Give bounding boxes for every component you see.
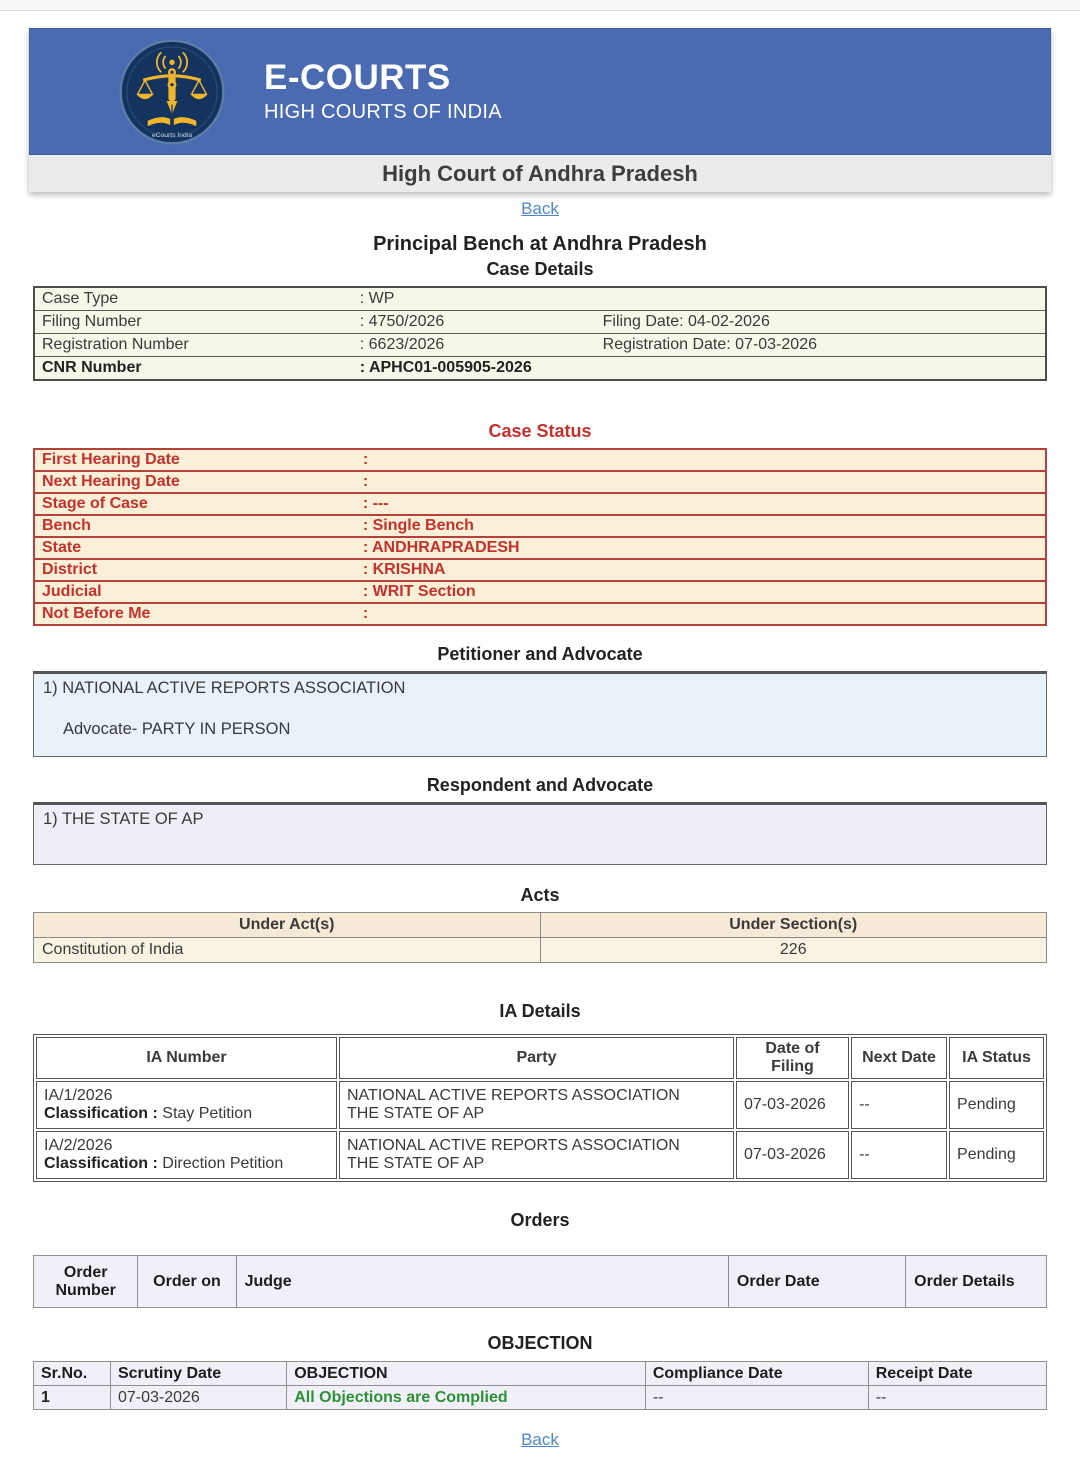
back-link-top[interactable]: Back [521, 199, 559, 218]
classification-label: Classification : [44, 1155, 158, 1172]
sr-no-header: Sr.No. [34, 1362, 111, 1386]
acts-title: Acts [520, 885, 560, 905]
table-row [34, 493, 1046, 515]
order-details-header: Order Details [906, 1256, 1047, 1308]
state-label: State [34, 537, 356, 559]
state-value: : ANDHRAPRADESH [356, 537, 1046, 559]
table-row [34, 311, 1046, 334]
next-date-header: Next Date [851, 1037, 947, 1079]
table-header-row [34, 1256, 1047, 1308]
ia-number-cell: IA/2/2026 Classification : Direction Petition [36, 1131, 337, 1179]
court-name-bar: High Court of Andhra Pradesh [29, 155, 1051, 192]
table-row [34, 537, 1046, 559]
date-of-filing-cell: 07-03-2026 [736, 1131, 849, 1179]
order-number-header: Order Number [34, 1256, 138, 1308]
next-date-cell: -- [851, 1081, 947, 1129]
table-row [34, 471, 1046, 493]
order-on-header: Order on [138, 1256, 236, 1308]
case-details-title: Case Details [486, 259, 594, 279]
case-type-label: Case Type [42, 290, 119, 307]
scrutiny-date-header: Scrutiny Date [110, 1362, 286, 1386]
ia-details-table [33, 1034, 1047, 1182]
respondent-title: Respondent and Advocate [426, 775, 654, 795]
receipt-date-header: Receipt Date [868, 1362, 1046, 1386]
bench-value: : Single Bench [356, 515, 1046, 537]
compliance-date-header: Compliance Date [645, 1362, 868, 1386]
respondent-name: 1) THE STATE OF AP [43, 810, 204, 828]
main-content [29, 233, 1051, 1450]
table-header-row [34, 1362, 1047, 1386]
filing-date: Filing Date: 04-02-2026 [596, 311, 1046, 334]
next-hearing-date-label: Next Hearing Date [34, 471, 356, 493]
date-of-filing-cell: 07-03-2026 [736, 1081, 849, 1129]
judge-header: Judge [236, 1256, 728, 1308]
case-details-table [33, 286, 1047, 381]
table-row [34, 515, 1046, 537]
party-header: Party [339, 1037, 734, 1079]
table-row [34, 581, 1046, 603]
cnr-number-label: CNR Number [34, 357, 353, 381]
table-header-row [34, 913, 1047, 938]
browser-top-strip [0, 0, 1080, 11]
stage-of-case-value: : --- [356, 493, 1046, 515]
page-container [29, 28, 1051, 1450]
district-label: District [34, 559, 356, 581]
case-type-value: : WP [359, 290, 395, 307]
classification-value: Stay Petition [162, 1105, 253, 1122]
ia-status-cell: Pending [949, 1081, 1044, 1129]
objection-title: OBJECTION [487, 1333, 593, 1353]
registration-number-label: Registration Number [34, 334, 353, 357]
registration-number-value: : 6623/2026 [353, 334, 596, 357]
judicial-value: : WRIT Section [356, 581, 1046, 603]
cnr-number-value: : APHC01-005905-2026 [353, 357, 1046, 381]
objection-header: OBJECTION [287, 1362, 646, 1386]
order-date-header: Order Date [728, 1256, 905, 1308]
sr-no-cell: 1 [34, 1386, 111, 1410]
table-row [34, 334, 1046, 357]
bench-label: Bench [34, 515, 356, 537]
header [29, 28, 1051, 192]
petitioner-name: 1) NATIONAL ACTIVE REPORTS ASSOCIATION [43, 679, 406, 697]
compliance-date-cell: -- [645, 1386, 868, 1410]
ecourts-logo-icon [118, 38, 226, 146]
table-row [34, 287, 1046, 311]
registration-date: Registration Date: 07-03-2026 [596, 334, 1046, 357]
case-status-table [33, 448, 1047, 626]
table-row [34, 559, 1046, 581]
ia-status-cell: Pending [949, 1131, 1044, 1179]
objection-table [33, 1361, 1047, 1410]
filing-number-value: : 4750/2026 [353, 311, 596, 334]
classification-label: Classification : [44, 1105, 158, 1122]
first-hearing-date-label: First Hearing Date [42, 451, 180, 468]
stage-of-case-label: Stage of Case [34, 493, 356, 515]
ecourts-banner [29, 28, 1051, 155]
act-name: Constitution of India [34, 938, 541, 963]
table-row [36, 1081, 1044, 1129]
petitioner-title: Petitioner and Advocate [437, 644, 643, 664]
scrutiny-date-cell: 07-03-2026 [110, 1386, 286, 1410]
judicial-label: Judicial [34, 581, 356, 603]
table-row [34, 449, 1046, 471]
ia-details-title: IA Details [499, 1001, 581, 1021]
table-row [34, 938, 1047, 963]
table-row [36, 1131, 1044, 1179]
party-cell: NATIONAL ACTIVE REPORTS ASSOCIATION THE STATE OF AP [339, 1131, 734, 1179]
section-number: 226 [540, 938, 1047, 963]
next-date-cell: -- [851, 1131, 947, 1179]
bench-title: Principal Bench at Andhra Pradesh [373, 233, 707, 255]
case-status-title: Case Status [488, 421, 592, 441]
table-header-row [36, 1037, 1044, 1079]
under-acts-header: Under Act(s) [34, 913, 541, 938]
objection-status-cell: All Objections are Complied [287, 1386, 646, 1410]
table-row [34, 1386, 1047, 1410]
respondent-box [33, 802, 1047, 865]
orders-table [33, 1255, 1047, 1308]
petitioner-advocate: Advocate- PARTY IN PERSON [63, 720, 291, 738]
table-row [34, 603, 1046, 625]
not-before-me-value: : [356, 603, 1046, 625]
acts-table [33, 912, 1047, 963]
banner-text [264, 59, 502, 125]
classification-value: Direction Petition [162, 1155, 284, 1172]
filing-number-label: Filing Number [34, 311, 353, 334]
ia-status-header: IA Status [949, 1037, 1044, 1079]
next-hearing-date-value: : [356, 471, 1046, 493]
table-row [34, 357, 1046, 381]
orders-title: Orders [510, 1210, 570, 1230]
first-hearing-date-value: : [362, 451, 369, 468]
date-of-filing-header: Date of Filing [736, 1037, 849, 1079]
under-sections-header: Under Section(s) [540, 913, 1047, 938]
app-title: E-COURTS [264, 57, 451, 97]
ia-number-cell: IA/1/2026 Classification : Stay Petition [36, 1081, 337, 1129]
district-value: : KRISHNA [356, 559, 1046, 581]
ia-number-header: IA Number [36, 1037, 337, 1079]
party-cell: NATIONAL ACTIVE REPORTS ASSOCIATION THE STATE OF AP [339, 1081, 734, 1129]
not-before-me-label: Not Before Me [34, 603, 356, 625]
receipt-date-cell: -- [868, 1386, 1046, 1410]
logo-caption: eCourts India [151, 131, 193, 139]
petitioner-box [33, 671, 1047, 757]
app-subtitle: HIGH COURTS OF INDIA [264, 101, 502, 124]
back-link-bottom[interactable]: Back [521, 1430, 559, 1449]
